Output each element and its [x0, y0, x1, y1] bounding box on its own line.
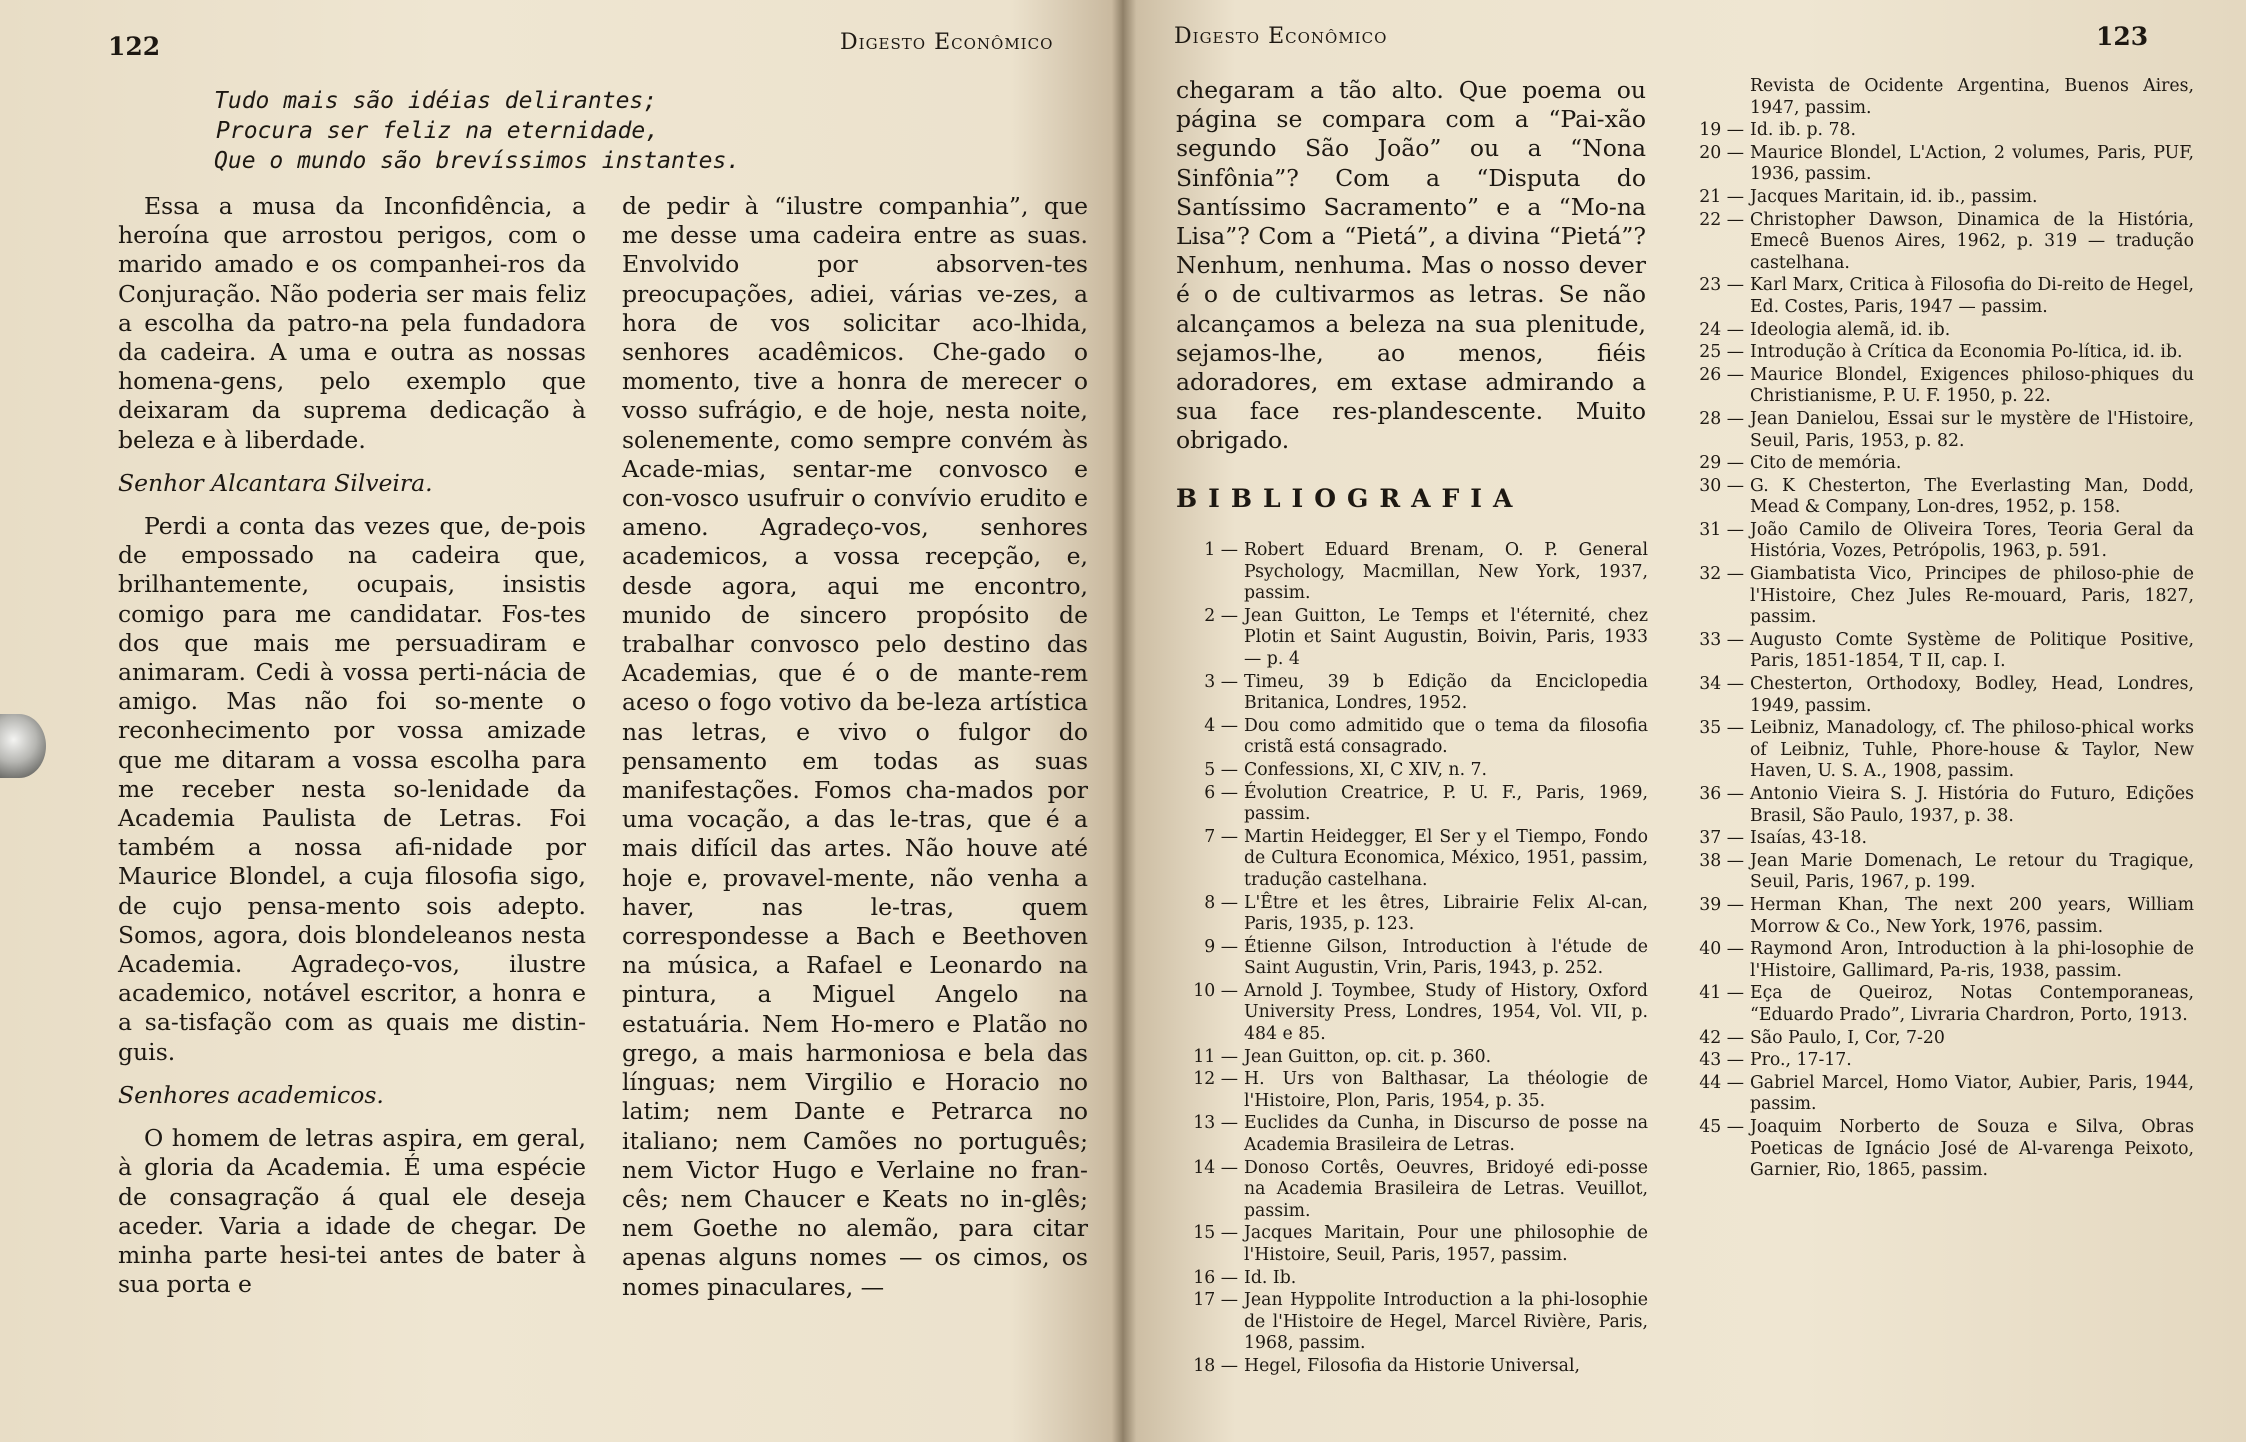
page-number: 122	[108, 32, 161, 61]
reference-item	[1176, 1047, 1648, 1069]
reference-number: 40 —	[1699, 939, 1744, 960]
reference-text: Leibniz, Manadology, cf. The philoso-phical works of Leibniz, Tuhle, Phore-house & Taylor, New Haven, U. S. A., 1908, passim.	[1750, 718, 2194, 782]
reference-number: 21 —	[1699, 186, 1744, 207]
reference-number: 18 —	[1193, 1355, 1238, 1376]
reference-text: Arnold J. Toymbee, Study of History, Oxford University Press, Londres, 1954, Vol. VII, p. 484 e 85.	[1244, 980, 1648, 1045]
reference-number: 20 —	[1699, 142, 1744, 163]
reference-item	[1176, 760, 1648, 782]
reference-item	[1176, 783, 1648, 826]
right-page	[1124, 0, 2246, 1442]
reference-item	[1176, 1268, 1648, 1290]
epigraph-line: Que o mundo são brevíssimos instantes.	[214, 148, 741, 174]
reference-text: Id. Ib.	[1244, 1267, 1297, 1288]
reference-item	[1682, 187, 2194, 209]
reference-number: 32 —	[1699, 564, 1744, 585]
reference-number: 8 —	[1204, 892, 1238, 913]
reference-number: 10 —	[1193, 980, 1238, 1001]
reference-number: 36 —	[1699, 784, 1744, 804]
paper-clip	[0, 714, 46, 778]
reference-text: João Camilo de Oliveira Tores, Teoria Geral da História, Vozes, Petrópolis, 1963, p. 591.	[1750, 519, 2194, 562]
left-column-2	[622, 192, 1088, 1302]
reference-item	[1682, 564, 2194, 629]
reference-number: 28 —	[1699, 408, 1744, 429]
reference-number: 26 —	[1699, 364, 1744, 385]
reference-text: Étienne Gilson, Introduction à l'étude de Saint Augustin, Vrin, Paris, 1943, p. 252.	[1244, 936, 1648, 979]
reference-number: 4 —	[1204, 715, 1238, 736]
paragraph: O homem de letras aspira, em geral, à gloria da Academia. É uma espécie de consagração á qual ele deseja aceder. Varia a idade de chegar. De minha parte hesi-tei antes de bater à sua porta e	[118, 1124, 586, 1299]
reference-text: Gabriel Marcel, Homo Viator, Aubier, Paris, 1944, passim.	[1750, 1072, 2194, 1115]
address-heading: Senhor Alcantara Silveira.	[118, 468, 433, 497]
bibliography-title: BIBLIOGRAFIA	[1176, 484, 1524, 513]
reference-text: Dou como admitido que o tema da filosofia cristã está consagrado.	[1244, 715, 1648, 758]
epigraph	[214, 86, 914, 176]
reference-number: 22 —	[1699, 209, 1744, 230]
reference-item	[1682, 851, 2194, 894]
reference-item	[1682, 453, 2194, 475]
reference-text: Jean Hyppolite Introduction a la phi-losophie de l'Histoire de Hegel, Marcel Rivière, Paris, 1968, passim.	[1244, 1290, 1648, 1354]
reference-item	[1682, 342, 2194, 364]
reference-item	[1176, 672, 1648, 715]
reference-text: Hegel, Filosofia da Historie Universal,	[1244, 1355, 1580, 1376]
reference-item	[1176, 981, 1648, 1046]
reference-text: Giambatista Vico, Principes de philoso-phie de l'Histoire, Chez Jules Re-mouard, Paris, 1827, passim.	[1750, 564, 2194, 628]
reference-text: Timeu, 39 b Edição da Enciclopedia Britanica, Londres, 1952.	[1244, 671, 1648, 714]
reference-text: Herman Khan, The next 200 years, William Morrow & Co., New York, 1976, passim.	[1750, 894, 2194, 937]
reference-item	[1176, 1069, 1648, 1112]
reference-number: 2 —	[1204, 605, 1238, 626]
reference-item	[1176, 1223, 1648, 1266]
reference-number: 38 —	[1699, 850, 1744, 871]
paragraph: chegaram a tão alto. Que poema ou página se compara com a “Pai-xão segundo São João” ou a “Nona Sinfônia”? Com a “Disputa do Santíssimo Sacramento” e a “Mo-na Lisa”? Com a “Pietá”, a divina “Pietá”? Nenhum, nenhuma. Mas o nosso dever é o de cultivarmos as letras. Se não alcançamos a beleza na sua plenitude, sejamos-lhe, ao menos, fiéis adoradores, em extase admirando a sua face res-plandescente. Muito obrigado.	[1176, 76, 1646, 455]
reference-text: Donoso Cortês, Oeuvres, Bridoyé edi-posse na Academia Brasileira de Letras. Veuillot, passim.	[1244, 1157, 1648, 1221]
reference-text: Martin Heidegger, El Ser y el Tiempo, Fondo de Cultura Economica, México, 1951, passim, tradução castelhana.	[1244, 826, 1648, 890]
reference-number: 45 —	[1699, 1116, 1744, 1137]
reference-item	[1682, 365, 2194, 408]
paragraph: de pedir à “ilustre companhia”, que me desse uma cadeira entre as suas. Envolvido por absorven-tes preocupações, adiei, várias ve-zes, a hora de vos solicitar aco-lhida, senhores acadêmicos. Che-gado o momento, tive a honra de merecer o vosso sufrágio, e de hoje, nesta noite, solenemente, como sempre convém às Acade-mias, sentar-me convosco e con-vosco usufruir o convívio erudito e ameno. Agradeço-vos, senhores academicos, a vossa recepção, e, desde agora, aqui me encontro, munido de sincero propósito de trabalhar convosco pelo destino das Academias, que é o de mante-rem aceso o fogo votivo da be-leza artística nas letras, e vivo o fulgor do pensamento em todas as suas manifestações. Fomos cha-mados por uma vocação, a das le-tras, que é a mais difícil das artes. Não houve até hoje e, provavel-mente, não venha a haver, nas le-tras, quem correspondesse a Bach e Beethoven na música, a Rafael e Leonardo na pintura, a Miguel Angelo na estatuária. Nem Ho-mero e Platão no grego, a mais harmoniosa e bela das línguas; nem Virgilio e Horacio no latim; nem Dante e Petrarca no italiano; nem Camões no português; nem Victor Hugo e Verlaine no fran-cês; nem Chaucer e Keats no in-glês; nem Goethe no alemão, para citar apenas alguns nomes — os cimos, os nomes pinaculares, —	[622, 192, 1088, 1301]
reference-item	[1682, 520, 2194, 563]
reference-item	[1682, 718, 2194, 783]
reference-item	[1682, 983, 2194, 1026]
reference-text: Revista de Ocidente Argentina, Buenos Aires, 1947, passim.	[1750, 76, 2194, 118]
reference-text: Joaquim Norberto de Souza e Silva, Obras Poeticas de Ignácio José de Al-varenga Peixoto, Garnier, Rio, 1865, passim.	[1750, 1116, 2194, 1181]
reference-text: São Paulo, I, Cor, 7-20	[1750, 1027, 1945, 1048]
epigraph-line: Procura ser feliz na eternidade,	[216, 118, 660, 144]
reference-number: 6 —	[1204, 782, 1238, 803]
reference-number: 7 —	[1204, 826, 1238, 847]
reference-number: 13 —	[1193, 1113, 1238, 1134]
reference-number: 41 —	[1699, 983, 1744, 1004]
reference-number: 15 —	[1193, 1223, 1238, 1244]
reference-text: Isaías, 43-18.	[1750, 828, 1867, 849]
reference-number: 11 —	[1193, 1046, 1238, 1067]
right-column-1	[1176, 76, 1646, 456]
reference-item	[1682, 476, 2194, 519]
reference-number: 16 —	[1193, 1267, 1238, 1288]
reference-number: 1 —	[1204, 540, 1238, 560]
reference-item	[1176, 716, 1648, 759]
reference-item	[1682, 1050, 2194, 1072]
reference-number: 17 —	[1193, 1290, 1238, 1311]
reference-item	[1682, 143, 2194, 186]
reference-item	[1682, 828, 2194, 850]
reference-number: 30 —	[1699, 475, 1744, 496]
reference-item	[1176, 1290, 1648, 1355]
reference-text: Maurice Blondel, L'Action, 2 volumes, Paris, PUF, 1936, passim.	[1750, 142, 2194, 185]
reference-item	[1682, 409, 2194, 452]
reference-item	[1682, 1073, 2194, 1116]
left-column-1	[118, 192, 586, 1299]
epigraph-line: Tudo mais são idéias delirantes;	[214, 88, 658, 114]
bibliography-list-left	[1176, 540, 1648, 1379]
reference-item	[1682, 630, 2194, 673]
reference-number: 31 —	[1699, 519, 1744, 540]
reference-number: 37 —	[1699, 828, 1744, 849]
reference-number: 33 —	[1699, 629, 1744, 650]
bibliography-list-right	[1682, 76, 2194, 1183]
reference-text: Évolution Creatrice, P. U. F., Paris, 1969, passim.	[1244, 782, 1648, 825]
reference-text: Christopher Dawson, Dinamica de la História, Emecê Buenos Aires, 1962, p. 319 — tradução castelhana.	[1750, 209, 2194, 273]
reference-item	[1176, 1158, 1648, 1223]
reference-number: 3 —	[1204, 671, 1238, 692]
reference-text: Id. ib. p. 78.	[1750, 120, 1856, 141]
reference-item	[1682, 674, 2194, 717]
running-head: Digesto Econômico	[1174, 24, 1388, 49]
reference-item	[1682, 1117, 2194, 1182]
reference-item	[1682, 784, 2194, 827]
reference-text: Augusto Comte Système de Politique Positive, Paris, 1851-1854, T II, cap. I.	[1750, 629, 2194, 672]
reference-number: 43 —	[1699, 1050, 1744, 1071]
reference-item	[1682, 120, 2194, 142]
reference-text: Maurice Blondel, Exigences philoso-phiques du Christianisme, P. U. F. 1950, p. 22.	[1750, 364, 2194, 407]
reference-text: Jean Guitton, Le Temps et l'éternité, chez Plotin et Saint Augustin, Boivin, Paris, 1933 — p. 4	[1244, 605, 1648, 669]
reference-text: Ideologia alemã, id. ib.	[1750, 319, 1951, 340]
reference-item	[1682, 895, 2194, 938]
reference-text: Karl Marx, Critica à Filosofia do Di-reito de Hegel, Ed. Costes, Paris, 1947 — passim.	[1750, 275, 2194, 317]
reference-number: 42 —	[1699, 1027, 1744, 1048]
reference-item	[1176, 893, 1648, 936]
reference-number: 23 —	[1699, 275, 1744, 296]
reference-item	[1176, 937, 1648, 980]
reference-text: Pro., 17-17.	[1750, 1050, 1852, 1071]
reference-item	[1682, 939, 2194, 982]
reference-item	[1176, 827, 1648, 892]
reference-continuation	[1682, 76, 2194, 119]
reference-text: Jean Danielou, Essai sur le mystère de l'Histoire, Seuil, Paris, 1953, p. 82.	[1750, 408, 2194, 451]
reference-number: 44 —	[1699, 1072, 1744, 1093]
reference-text: H. Urs von Balthasar, La théologie de l'Histoire, Plon, Paris, 1954, p. 35.	[1244, 1069, 1648, 1111]
reference-text: Jacques Maritain, Pour une philosophie de l'Histoire, Seuil, Paris, 1957, passim.	[1244, 1223, 1648, 1265]
reference-text: Confessions, XI, C XIV, n. 7.	[1244, 759, 1488, 780]
reference-text: Jean Marie Domenach, Le retour du Tragique, Seuil, Paris, 1967, p. 199.	[1750, 850, 2194, 893]
reference-item	[1682, 275, 2194, 318]
reference-number: 12 —	[1193, 1069, 1238, 1090]
reference-text: Euclides da Cunha, in Discurso de posse na Academia Brasileira de Letras.	[1244, 1113, 1648, 1156]
reference-item	[1176, 540, 1648, 605]
reference-item	[1682, 1028, 2194, 1050]
reference-number: 29 —	[1699, 453, 1744, 474]
reference-number: 19 —	[1699, 120, 1744, 141]
reference-number: 14 —	[1193, 1157, 1238, 1178]
reference-number: 35 —	[1699, 718, 1744, 739]
reference-text: Robert Eduard Brenam, O. P. General Psychology, Macmillan, New York, 1937, passim.	[1244, 540, 1648, 604]
reference-item	[1176, 1113, 1648, 1156]
left-page	[0, 0, 1120, 1442]
reference-text: Cito de memória.	[1750, 453, 1902, 474]
running-head: Digesto Econômico	[840, 30, 1054, 55]
page-number: 123	[2096, 22, 2149, 51]
reference-item	[1176, 606, 1648, 671]
reference-number: 5 —	[1204, 759, 1238, 780]
reference-number: 25 —	[1699, 342, 1744, 363]
reference-text: Antonio Vieira S. J. História do Futuro, Edições Brasil, São Paulo, 1937, p. 38.	[1750, 784, 2194, 826]
reference-text: Raymond Aron, Introduction à la phi-losophie de l'Histoire, Gallimard, Pa-ris, 1938, passim.	[1750, 939, 2194, 981]
reference-number: 24 —	[1699, 319, 1744, 340]
reference-text: Eça de Queiroz, Notas Contemporaneas, “Eduardo Prado”, Livraria Chardron, Porto, 1913.	[1750, 983, 2194, 1025]
reference-text: Jean Guitton, op. cit. p. 360.	[1244, 1046, 1492, 1067]
reference-text: Jacques Maritain, id. ib., passim.	[1750, 186, 2038, 207]
reference-text: G. K Chesterton, The Everlasting Man, Dodd, Mead & Company, Lon-dres, 1952, p. 158.	[1750, 475, 2194, 518]
reference-item	[1176, 1356, 1648, 1378]
reference-text: Chesterton, Orthodoxy, Bodley, Head, Londres, 1949, passim.	[1750, 674, 2194, 716]
paragraph: Essa a musa da Inconfidência, a heroína que arrostou perigos, com o marido amado e os companhei-ros da Conjuração. Não poderia ser mais feliz a escolha da patro-na pela fundadora da cadeira. A uma e outra as nossas homena-gens, pelo exemplo que deixaram da suprema dedicação à beleza e à liberdade.	[118, 192, 586, 454]
reference-text: Introdução à Crítica da Economia Po-lítica, id. ib.	[1750, 342, 2183, 363]
reference-text: L'Être et les êtres, Librairie Felix Al-can, Paris, 1935, p. 123.	[1244, 892, 1648, 935]
reference-item	[1682, 320, 2194, 342]
address-heading: Senhores academicos.	[118, 1080, 384, 1109]
reference-number: 39 —	[1699, 894, 1744, 915]
paragraph: Perdi a conta das vezes que, de-pois de empossado na cadeira que, brilhantemente, ocupais, insistis comigo para me candidatar. Fos-tes dos que mais me persuadiram e animaram. Cedi à vossa perti-nácia de amigo. Mas não foi so-mente o reconhecimento por vossa amizade que me ditaram a vossa escolha para me receber nesta so-lenidade da Academia Paulista de Letras. Foi também a nossa afi-nidade por Maurice Blondel, a cuja filosofia sigo, de cujo pensa-mento sois adepto. Somos, agora, dois blondeleanos nesta Academia. Agradeço-vos, ilustre academico, notável escritor, a honra e a sa-tisfação com as quais me distin-guis.	[118, 512, 586, 1066]
reference-item	[1682, 210, 2194, 275]
reference-number: 34 —	[1699, 674, 1744, 695]
reference-number: 9 —	[1204, 936, 1238, 957]
